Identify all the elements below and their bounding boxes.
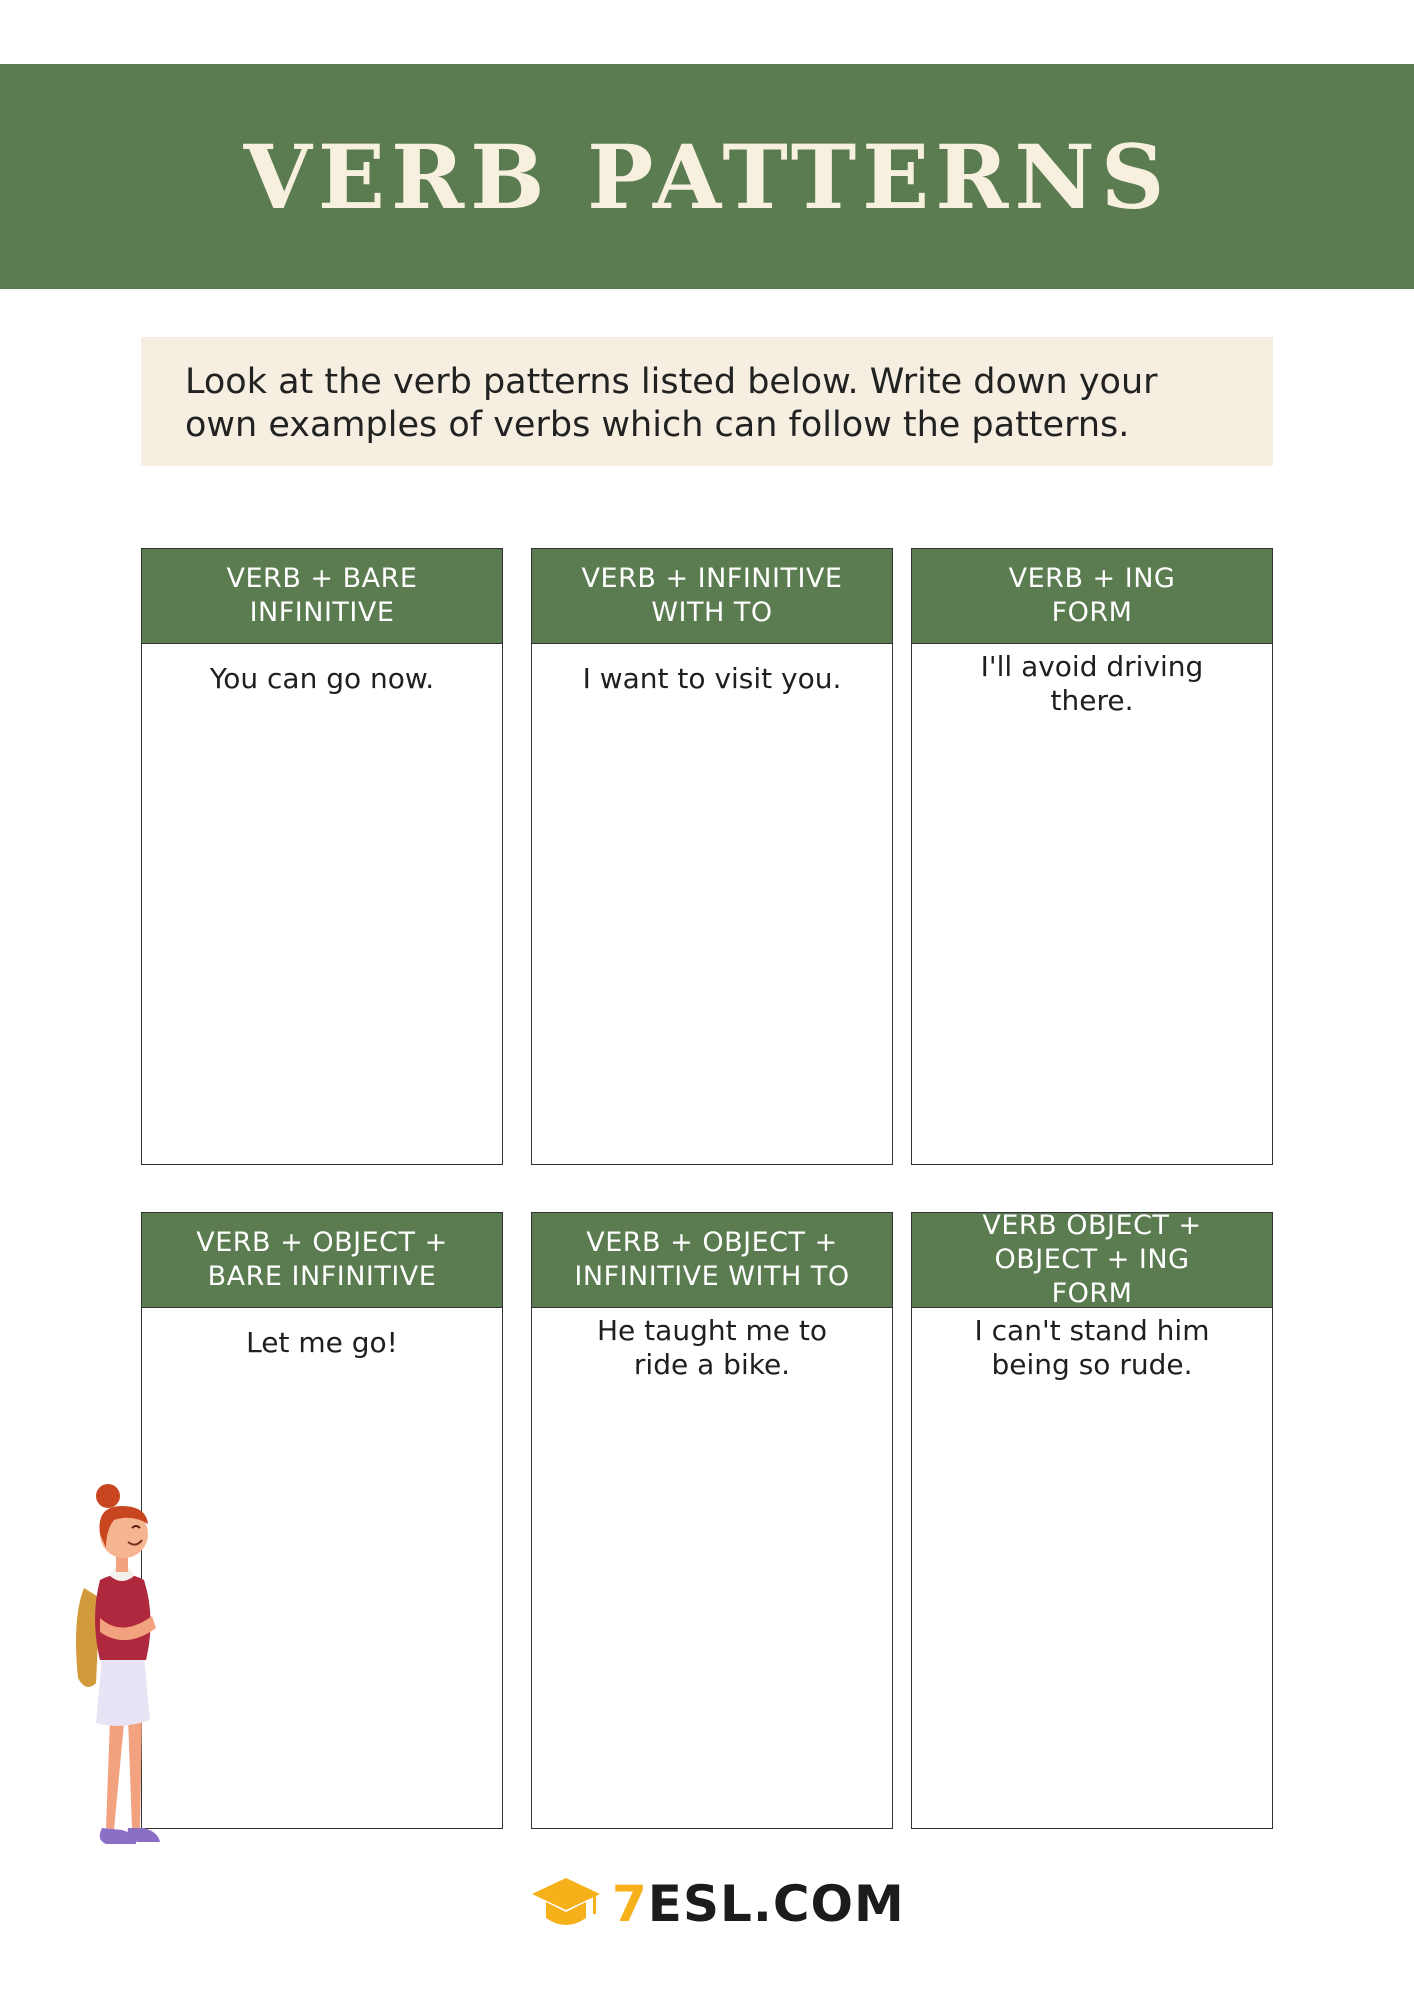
card-title: VERB + OBJECT + INFINITIVE WITH TO [532,1213,892,1308]
title-band [0,64,1414,289]
card-example[interactable]: Let me go! [246,1326,398,1359]
instructions-text: Look at the verb patterns listed below. Write down your own examples of verbs which can follow the patterns. [185,362,1158,445]
instructions-box [141,337,1273,466]
card-title: VERB + OBJECT + BARE INFINITIVE [142,1213,502,1308]
card-example[interactable]: I'll avoid driving there. [980,650,1204,717]
card-example[interactable]: I can't stand him being so rude. [974,1314,1210,1381]
logo-text: 7ESL.COM [612,1875,905,1933]
pattern-card [141,548,503,1165]
card-title: VERB + BARE INFINITIVE [142,549,502,644]
pattern-card [141,1212,503,1829]
card-title: VERB + ING FORM [912,549,1272,644]
pattern-card [911,548,1273,1165]
card-example[interactable]: You can go now. [209,662,435,695]
card-example[interactable]: He taught me to ride a bike. [597,1314,827,1381]
pattern-card [911,1212,1273,1829]
page-title: VERB PATTERNS [243,124,1171,229]
pattern-card [531,1212,893,1829]
esl-logo [530,1872,905,1936]
card-title: VERB OBJECT + OBJECT + ING FORM [912,1213,1272,1308]
card-example[interactable]: I want to visit you. [582,662,842,695]
graduation-cap-icon [530,1874,602,1934]
card-title: VERB + INFINITIVE WITH TO [532,549,892,644]
pattern-card [531,548,893,1165]
girl-illustration [66,1468,176,1868]
